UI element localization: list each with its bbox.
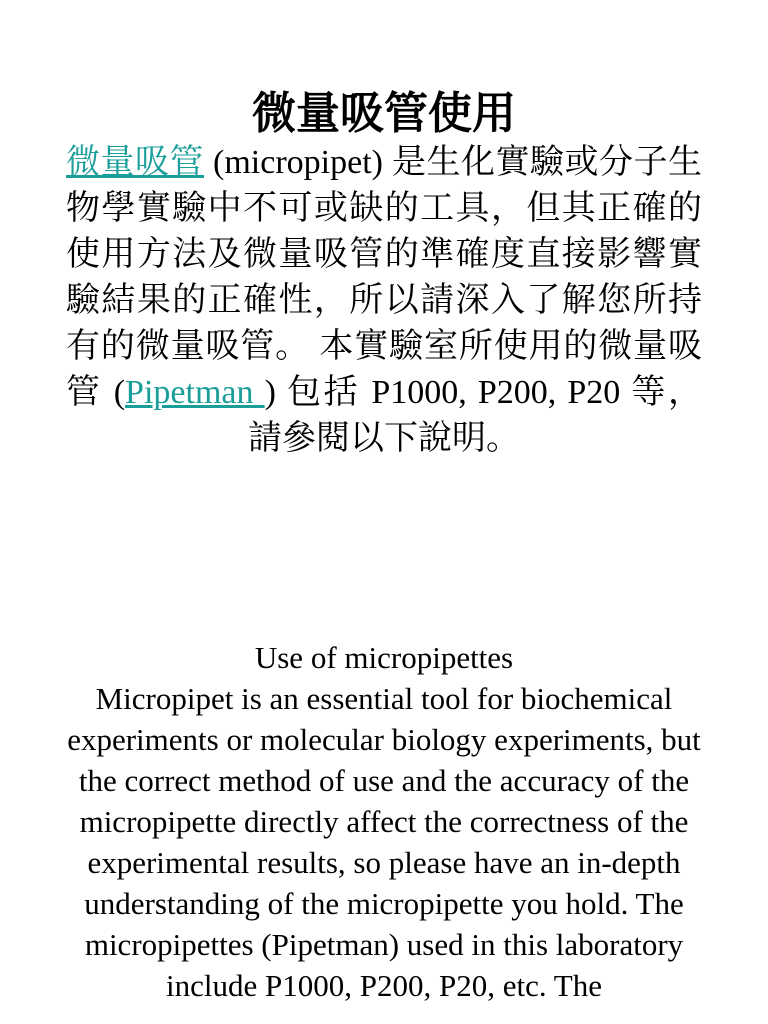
chinese-paragraph-text-2: ) 包括 P1000, P200, P20 等， 請參閱以下說明。 [248,374,702,457]
chinese-title: 微量吸管使用 [252,89,516,138]
chinese-paragraph [66,140,702,462]
pipetman-link[interactable]: Pipetman [125,374,265,411]
chinese-paragraph-text-1: (micropipet) 是生化實驗或分子生物學實驗中不可或缺的工具，但其正確的使用方法及微量吸管的準確度直接影響實驗結果的正確性，所以請深入了解您所持有的微量吸管。 本實驗室所使用的微量吸管 ( [66,144,703,411]
english-paragraph: Micropipet is an essential tool for biochemical experiments or molecular biology experiments, but the correct method of use and the accuracy of the micropipette directly affect the correctness of the experimental results, so please have an in-depth understanding of the micropipette you hold. The micropipettes (Pipetman) used in this laboratory include P1000, P200, P20, etc. The [67,681,701,1003]
micropipet-link[interactable]: 微量吸管 [66,144,205,181]
english-title: Use of micropipettes [254,640,514,675]
